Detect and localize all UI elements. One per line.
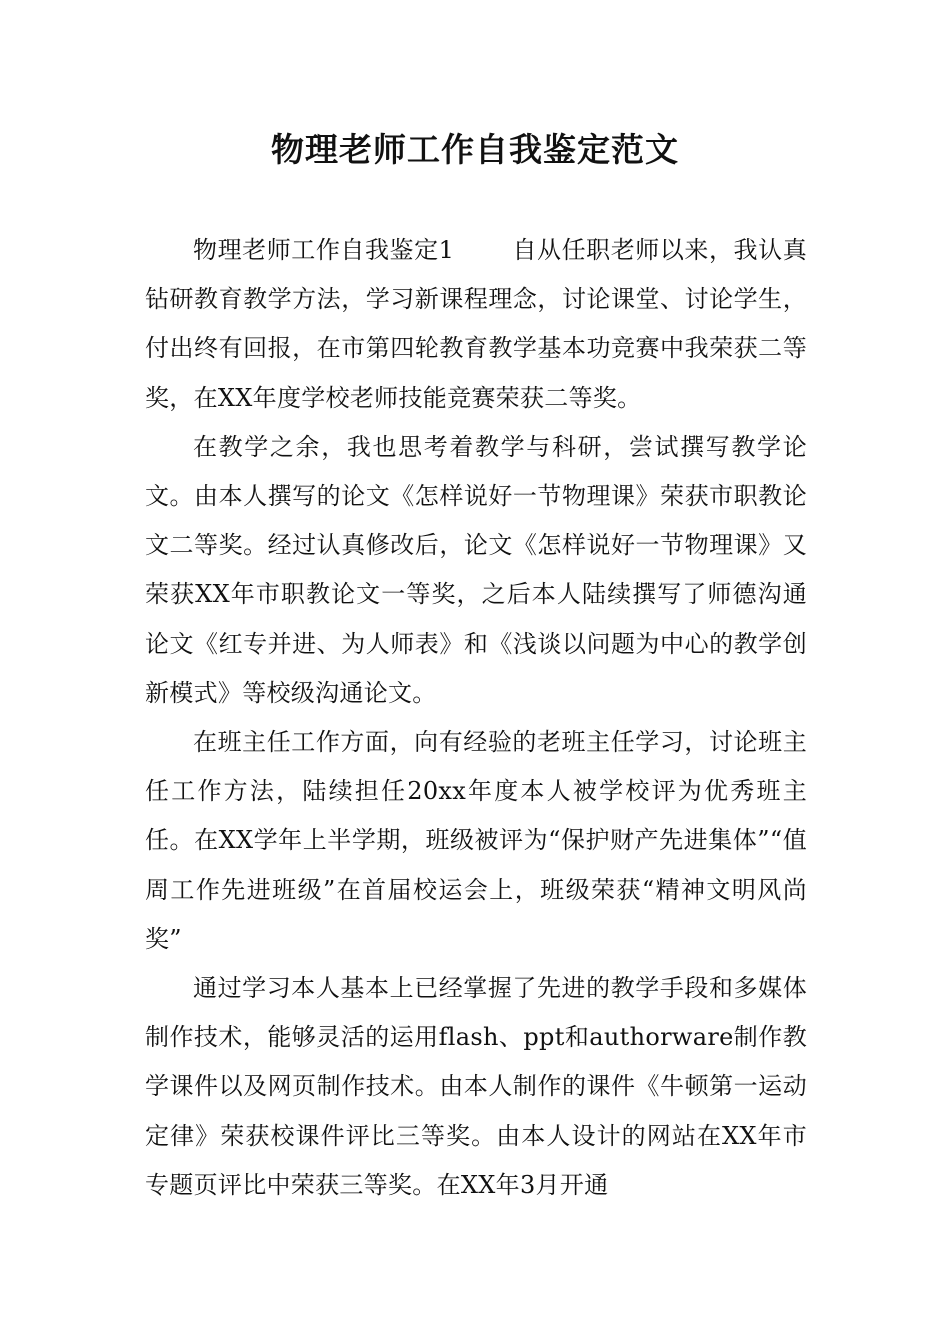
section-heading: 物理老师工作自我鉴定1 [193,236,455,264]
paragraph-1 [145,226,807,423]
paragraph-4: 通过学习本人基本上已经掌握了先进的教学手段和多媒体制作技术，能够灵活的运用flash、ppt和authorware制作教学课件以及网页制作技术。由本人制作的课件《牛顿第一运动定律》荣获校课件评比三等奖。由本人设计的网站在XX年市专题页评比中荣获三等奖。在XX年3月开通 [145,974,807,1199]
document-body [145,226,807,1210]
document-title: 物理老师工作自我鉴定范文 [271,130,679,169]
paragraph-1-text: 自从任职老师以来，我认真钻研教育教学方法，学习新课程理念，讨论课堂、讨论学生，付出终有回报，在市第四轮教育教学基本功竞赛中我荣获二等奖，在XX年度学校老师技能竞赛荣获二等奖。 [145,236,807,412]
paragraph-2: 在教学之余，我也思考着教学与科研，尝试撰写教学论文。由本人撰写的论文《怎样说好一节物理课》荣获市职教论文二等奖。经过认真修改后，论文《怎样说好一节物理课》又荣获XX年市职教论文一等奖，之后本人陆续撰写了师德沟通论文《红专并进、为人师表》和《浅谈以问题为中心的教学创新模式》等校级沟通论文。 [145,432,807,707]
paragraph-3: 在班主任工作方面，向有经验的老班主任学习，讨论班主任工作方法，陆续担任20xx年度本人被学校评为优秀班主任。在XX学年上半学期，班级被评为“保护财产先进集体”“值周工作先进班级”在首届校运会上，班级荣获“精神文明风尚奖” [145,728,807,953]
